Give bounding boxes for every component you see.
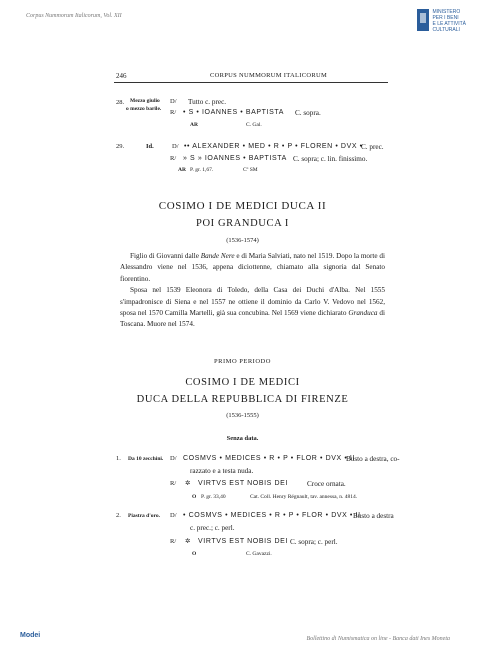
ministry-emblem-icon — [417, 9, 429, 31]
metal-symbol: O — [192, 551, 197, 557]
footer-logo: Modei — [20, 632, 41, 639]
entry-number: 2. — [116, 512, 121, 519]
ministry-text — [432, 9, 466, 33]
reverse-legend: » S » IOANNES • BAPTISTA — [183, 155, 287, 162]
reverse-note: C. sopra; c. perl. — [290, 538, 338, 546]
weight: P. gr. 1,67. — [190, 167, 214, 173]
biography-paragraph: Figlio di Giovanni dalle Bande Nere e di Maria Salviati, nato nel 1519. Dopo la morte di Alessandro viene nel 1536, appena diciottenne, chiamato alla signoria dal Senato fiorentino. — [120, 252, 385, 283]
obverse-symbol: D/ — [170, 98, 177, 105]
metal-symbol: AR — [190, 122, 198, 128]
entry-label: o mezzo barile. — [126, 106, 162, 112]
obverse-text: Tutto c. prec. — [188, 98, 227, 106]
ministry-line: CULTURALI — [432, 27, 460, 33]
entry-label: Mezzo giulio — [130, 98, 160, 104]
running-title: CORPUS NUMMORUM ITALICORUM — [210, 72, 328, 79]
entry-number: 28. — [116, 99, 125, 106]
obverse-note: c. prec.; c. perl. — [190, 524, 235, 532]
reverse-note: Croce ornata. — [307, 480, 346, 488]
period-dates: (1536-1555) — [226, 412, 259, 419]
obverse-legend: •• ALEXANDER • MED • R • P • FLOREN • DVX • — [184, 143, 363, 150]
obverse-note: Busto a destra — [353, 512, 394, 520]
obverse-symbol: D/ — [172, 143, 179, 150]
header-rule — [114, 82, 388, 83]
star-icon: ✲ — [185, 538, 191, 545]
collection: Cº SM — [243, 167, 258, 173]
collection: C. Gavazzi. — [246, 551, 272, 557]
reverse-symbol: R/ — [170, 538, 177, 545]
ministry-line: MINISTERO — [432, 9, 461, 15]
obverse-note: razzato e a testa nuda. — [190, 467, 254, 475]
reverse-note: C. sopra; c. lin. finissimo. — [293, 155, 368, 163]
reverse-note: C. sopra. — [295, 109, 321, 117]
entry-number: 29. — [116, 143, 125, 150]
metal-symbol: AR — [178, 167, 186, 173]
reverse-legend: VIRTVS EST NOBIS DEI — [198, 480, 288, 487]
section-dates: (1536-1574) — [226, 237, 259, 244]
ministry-line: PER I BENI — [432, 15, 459, 21]
obverse-symbol: D/ — [170, 512, 177, 519]
obverse-note: C. prec. — [361, 143, 384, 151]
reverse-legend: • S • IOANNES • BAPTISTA — [183, 109, 284, 116]
ministry-logo — [417, 9, 466, 33]
footer-credit: Bollettino di Numismatica on line - Banca dati Ines Moneta — [306, 636, 450, 642]
obverse-note: Busto a destra, co- — [346, 455, 400, 463]
obverse-symbol: D/ — [170, 455, 177, 462]
ministry-line: E LE ATTIVITÀ — [432, 21, 466, 27]
biography — [120, 251, 385, 331]
entry-number: 1. — [116, 455, 121, 462]
obverse-legend: COSMVS • MEDICES • R • P • FLOR • DVX • II — [183, 455, 356, 462]
reverse-symbol: R/ — [170, 109, 177, 116]
entry-label: Piastra d'oro. — [128, 513, 160, 519]
weight: P. gr. 33,40 — [201, 494, 226, 500]
star-icon: ✲ — [185, 480, 191, 487]
senza-data-heading: Senza data. — [226, 435, 259, 442]
reverse-symbol: R/ — [170, 155, 177, 162]
entry-label: Da 10 zecchini. — [128, 456, 164, 462]
period-subtitle: DUCA DELLA REPUBBLICA DI FIRENZE — [136, 394, 349, 405]
metal-symbol: O — [192, 494, 197, 500]
period-label: PRIMO PERIODO — [214, 358, 271, 365]
collection: Cat. Coll. Henry Régnault, tav. annessa, n. 4814. — [250, 494, 358, 500]
entry-label: Id. — [146, 143, 154, 150]
reverse-symbol: R/ — [170, 480, 177, 487]
biography-paragraph: Sposa nel 1539 Eleonora di Toledo, della Casa dei Duchi d'Alba. Nel 1555 s'impadronisce di Siena e nel 1557 ne ottiene il dominio da Carlo V. Vedovo nel 1562, sposa nel 1570 Camilla Martelli, già sua concubina. Nel 1569 viene dichiarato Granduca di Toscana. Muore nel 1574. — [120, 286, 385, 329]
section-title: COSIMO I DE MEDICI DUCA II — [158, 200, 327, 212]
page-number: 246 — [116, 72, 127, 80]
period-title: COSIMO I DE MEDICI — [185, 377, 300, 388]
collection: C. Gal. — [246, 122, 262, 128]
journal-header: Corpus Nummorum Italicorum, Vol. XII — [26, 13, 122, 19]
reverse-legend: VIRTVS EST NOBIS DEI — [198, 538, 288, 545]
section-subtitle: POI GRANDUCA I — [196, 218, 289, 229]
obverse-legend: • COSMVS • MEDICES • R • P • FLOR • DVX • II — [183, 512, 361, 519]
